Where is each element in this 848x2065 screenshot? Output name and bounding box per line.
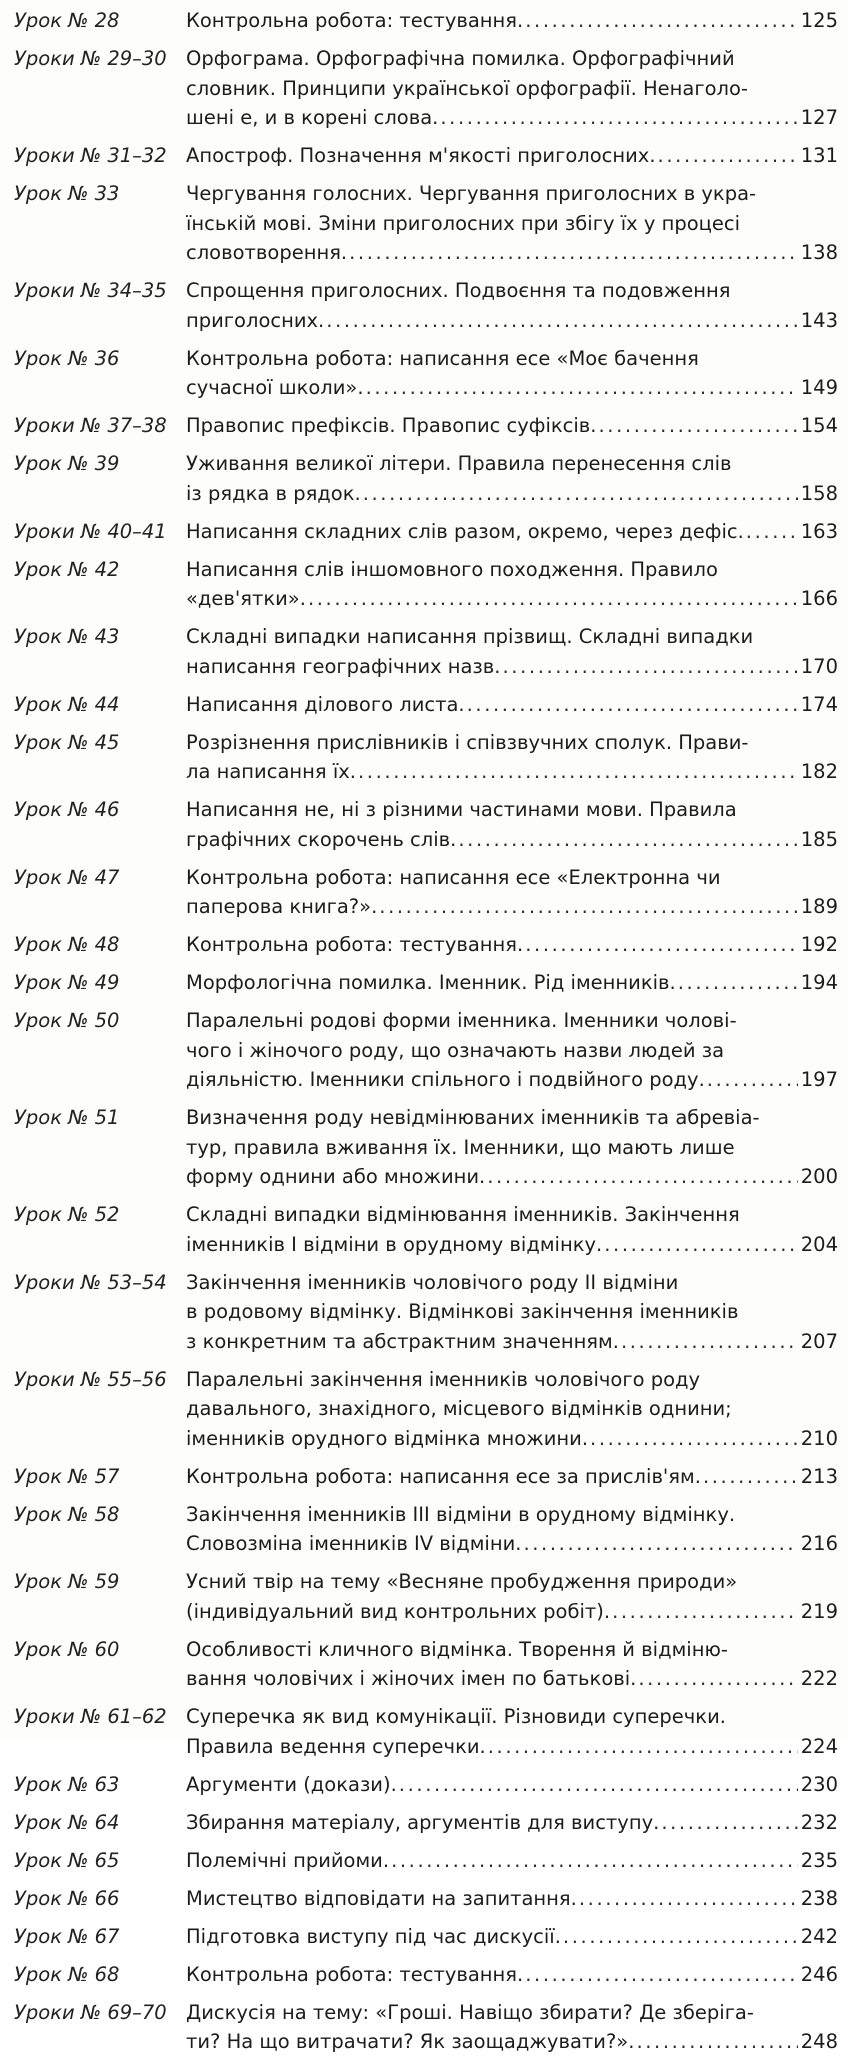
dot-leader <box>458 825 798 855</box>
lesson-number: Урок № 33 <box>14 182 120 205</box>
page-number: 194 <box>800 971 838 994</box>
lesson-topic <box>186 690 838 720</box>
page-number: 230 <box>800 1772 838 1796</box>
topic-line: словник. Принципи української орфографії. Ненаголо- <box>186 76 748 100</box>
topic-last-line <box>186 757 838 787</box>
lesson-number: Уроки № 61–62 <box>14 1705 167 1728</box>
lesson-topic <box>186 1998 838 2057</box>
lesson-number: Урок № 36 <box>14 346 120 370</box>
dot-leader <box>525 930 798 960</box>
topic-last-line <box>186 238 838 268</box>
topic-line: Полемічні прийоми. <box>186 1848 390 1872</box>
topic-line: Контрольна робота: написання есе «Електронна чи <box>186 865 721 889</box>
lesson-topic <box>186 1770 838 1800</box>
topic-line: Написання складних слів разом, окремо, через дефіс. <box>186 519 744 543</box>
toc-entry <box>14 1006 838 1095</box>
topic-line: чого і жіночого роду, що означають назви людей за <box>186 1038 725 1062</box>
lesson-topic <box>186 1567 838 1626</box>
topic-last-line <box>186 1884 838 1914</box>
page-number: 170 <box>800 654 838 678</box>
lesson-number: Урок № 68 <box>14 1962 120 1986</box>
page-number: 216 <box>800 1532 838 1555</box>
lesson-topic <box>186 517 838 547</box>
lesson-number: Уроки № 34–35 <box>14 279 167 302</box>
lesson-topic <box>186 1808 838 1838</box>
toc-entry <box>14 1846 838 1876</box>
page-number: 158 <box>800 481 838 505</box>
topic-line: шені е, и в корені слова. <box>186 106 439 129</box>
lesson-topic <box>186 968 838 998</box>
dot-leader <box>308 584 798 614</box>
topic-last-line <box>186 1808 838 1838</box>
toc-entry <box>14 968 838 998</box>
toc-entry <box>14 1567 838 1626</box>
page-number: 192 <box>800 933 838 956</box>
page-number: 125 <box>800 9 838 32</box>
topic-last-line <box>186 2027 838 2057</box>
dot-leader <box>523 1529 798 1559</box>
topic-last-line <box>186 1846 838 1876</box>
page-number: 235 <box>800 1848 838 1872</box>
toc-entry <box>14 344 838 403</box>
page-number: 182 <box>800 760 838 783</box>
topic-last-line <box>186 690 838 720</box>
page-number: 210 <box>800 1426 838 1450</box>
page-number: 242 <box>800 1924 838 1948</box>
dot-leader <box>703 1462 798 1492</box>
topic-line: Закінчення іменників ІІІ відміни в орудному відмінку. <box>186 1502 736 1526</box>
topic-last-line <box>186 968 838 998</box>
topic-line: (індивідуальний вид контрольних робіт). <box>186 1599 611 1623</box>
dot-leader <box>399 1770 798 1800</box>
lesson-topic <box>186 1103 838 1192</box>
lesson-topic <box>186 6 838 36</box>
lesson-topic <box>186 1006 838 1095</box>
page-number: 197 <box>800 1068 838 1091</box>
lesson-topic <box>186 622 838 681</box>
topic-line: ла написання їх. <box>186 760 356 783</box>
lesson-number: Уроки № 37–38 <box>14 414 167 437</box>
dot-leader <box>746 517 798 547</box>
dot-leader <box>488 1732 798 1762</box>
topic-line: Особливості кличного відмінка. Творення й відміню- <box>186 1637 728 1661</box>
topic-line: Контрольна робота: тестування. <box>186 9 524 32</box>
topic-line: Усний твір на тему «Весняне пробудження природи» <box>186 1570 738 1593</box>
dot-leader <box>487 1162 798 1192</box>
topic-last-line <box>186 1922 838 1952</box>
dot-leader <box>326 306 798 336</box>
dot-leader <box>563 1922 798 1952</box>
lesson-number: Уроки № 55–56 <box>14 1367 167 1391</box>
topic-line: Правопис префіксів. Правопис суфіксів. <box>186 414 597 437</box>
page-number: 163 <box>800 519 838 543</box>
topic-last-line <box>186 1732 838 1762</box>
topic-line: Словозміна іменників IV відміни. <box>186 1532 522 1555</box>
topic-last-line <box>186 411 838 441</box>
lesson-topic <box>186 728 838 787</box>
dot-leader <box>379 892 798 922</box>
topic-line: Контрольна робота: тестування. <box>186 1962 524 1986</box>
topic-line: їнській мові. Зміни приголосних при збігу їх у процесі <box>186 211 741 235</box>
topic-line: з конкретним та абстрактним значенням. <box>186 1329 619 1353</box>
toc-entry <box>14 1268 838 1357</box>
table-of-contents <box>14 6 838 2065</box>
toc-entry <box>14 449 838 508</box>
topic-last-line <box>186 103 838 133</box>
lesson-topic <box>186 411 838 441</box>
lesson-number: Урок № 58 <box>14 1502 120 1526</box>
page-number: 138 <box>800 241 838 264</box>
dot-leader <box>590 1424 798 1454</box>
page-number: 248 <box>800 2030 838 2053</box>
toc-entry <box>14 179 838 268</box>
topic-line: Складні випадки написання прізвищ. Складні випадки <box>186 625 754 648</box>
dot-leader <box>525 6 798 36</box>
lesson-topic <box>186 1960 838 1990</box>
lesson-topic <box>186 1200 838 1259</box>
topic-last-line <box>186 584 838 614</box>
lesson-topic <box>186 1500 838 1559</box>
dot-leader <box>678 968 798 998</box>
lesson-number: Урок № 51 <box>14 1106 120 1129</box>
toc-entry <box>14 44 838 133</box>
dot-leader <box>658 141 798 171</box>
topic-last-line <box>186 825 838 855</box>
toc-entry <box>14 1998 838 2057</box>
page-number: 222 <box>800 1667 838 1690</box>
topic-line: Контрольна робота: тестування. <box>186 933 524 956</box>
toc-entry <box>14 1808 838 1838</box>
topic-last-line <box>186 1424 838 1454</box>
dot-leader <box>503 652 799 682</box>
topic-line: діяльністю. Іменники спільного і подвійного роду. <box>186 1068 705 1091</box>
topic-line: Мистецтво відповідати на запитання. <box>186 1886 577 1910</box>
topic-last-line <box>186 1327 838 1357</box>
topic-line: іменників І відміни в орудному відмінку. <box>186 1232 603 1256</box>
toc-entry <box>14 1462 838 1492</box>
topic-last-line <box>186 652 838 682</box>
lesson-topic <box>186 141 838 171</box>
toc-entry <box>14 1884 838 1914</box>
toc-entry <box>14 1103 838 1192</box>
lesson-number: Урок № 46 <box>14 798 120 821</box>
toc-entry <box>14 1770 838 1800</box>
page-number: 185 <box>800 827 838 851</box>
page-number: 174 <box>800 692 838 716</box>
topic-line: Складні випадки відмінювання іменників. Закінчення <box>186 1203 740 1226</box>
lesson-topic <box>186 1268 838 1357</box>
page-number: 213 <box>800 1464 838 1488</box>
lesson-number: Урок № 39 <box>14 452 120 475</box>
topic-line: Дискусія на тему: «Гроші. Навіщо збирати? Де зберіга- <box>186 2000 754 2024</box>
lesson-number: Урок № 49 <box>14 971 120 994</box>
lesson-number: Урок № 48 <box>14 933 120 956</box>
topic-line: паперова книга?». <box>186 895 378 918</box>
lesson-number: Урок № 60 <box>14 1637 120 1661</box>
lesson-topic <box>186 555 838 614</box>
toc-entry <box>14 622 838 681</box>
lesson-number: Урок № 28 <box>14 9 120 32</box>
topic-last-line <box>186 1462 838 1492</box>
topic-line: Суперечка як вид комунікації. Різновиди суперечки. <box>186 1705 726 1728</box>
lesson-number: Урок № 59 <box>14 1570 120 1593</box>
lesson-number: Урок № 64 <box>14 1810 120 1834</box>
page-number: 166 <box>800 587 838 610</box>
dot-leader <box>579 1884 798 1914</box>
topic-line: Чергування голосних. Чергування приголосних в укра- <box>186 182 757 205</box>
topic-line: в родовому відмінку. Відмінкові закінчення іменників <box>186 1300 739 1323</box>
lesson-number: Уроки № 31–32 <box>14 144 167 167</box>
lesson-number: Урок № 66 <box>14 1886 120 1910</box>
dot-leader <box>604 1230 798 1260</box>
toc-entry <box>14 1702 838 1761</box>
page-number: 207 <box>800 1329 838 1353</box>
page-number: 219 <box>800 1599 838 1623</box>
topic-line: вання чоловічих і жіночих імен по батькові. <box>186 1667 637 1690</box>
topic-last-line <box>186 373 838 403</box>
toc-entry <box>14 517 838 547</box>
dot-leader <box>707 1065 798 1095</box>
dot-leader <box>638 1664 798 1694</box>
topic-line: Морфологічна помилка. Іменник. Рід іменників. <box>186 971 676 994</box>
lesson-topic <box>186 344 838 403</box>
topic-last-line <box>186 306 838 336</box>
topic-line: Апостроф. Позначення м'якості приголосних. <box>186 144 656 167</box>
topic-last-line <box>186 1065 838 1095</box>
page-number: 224 <box>800 1734 838 1758</box>
lesson-topic <box>186 1635 838 1694</box>
topic-line: Збирання матеріалу, аргументів для виступу. <box>186 1810 660 1834</box>
toc-entry <box>14 863 838 922</box>
toc-entry <box>14 795 838 854</box>
toc-entry <box>14 1500 838 1559</box>
dot-leader <box>366 373 798 403</box>
topic-last-line <box>186 1664 838 1694</box>
topic-last-line <box>186 1230 838 1260</box>
topic-line: Закінчення іменників чоловічого роду ІІ відміни <box>186 1270 679 1294</box>
page-number: 131 <box>800 144 838 167</box>
topic-last-line <box>186 1770 838 1800</box>
topic-last-line <box>186 6 838 36</box>
lesson-number: Уроки № 53–54 <box>14 1270 167 1294</box>
topic-line: графічних скорочень слів. <box>186 827 457 851</box>
lesson-topic <box>186 1846 838 1876</box>
toc-entry <box>14 690 838 720</box>
dot-leader <box>440 103 798 133</box>
dot-leader <box>525 1960 798 1990</box>
lesson-topic <box>186 179 838 268</box>
lesson-topic <box>186 1922 838 1952</box>
toc-entry <box>14 1635 838 1694</box>
topic-line: словотворення. <box>186 241 348 264</box>
topic-last-line <box>186 1960 838 1990</box>
topic-line: написання географічних назв. <box>186 654 501 678</box>
page-number: 200 <box>800 1165 838 1188</box>
lesson-topic <box>186 1462 838 1492</box>
dot-leader <box>621 1327 798 1357</box>
toc-entry <box>14 728 838 787</box>
topic-line: тур, правила вживання їх. Іменники, що мають лише <box>186 1135 735 1159</box>
lesson-topic <box>186 276 838 335</box>
dot-leader <box>349 238 798 268</box>
page-number: 127 <box>800 106 838 129</box>
toc-entry <box>14 141 838 171</box>
topic-line: Визначення роду невідмінюваних іменників та абревіа- <box>186 1106 760 1129</box>
topic-last-line <box>186 930 838 960</box>
topic-line: Написання не, ні з різними частинами мови. Правила <box>186 798 737 821</box>
dot-leader <box>391 1846 798 1876</box>
dot-leader <box>661 1808 798 1838</box>
page-number: 238 <box>800 1886 838 1910</box>
topic-line: Підготовка виступу під час дискусії. <box>186 1924 561 1948</box>
toc-entry <box>14 1365 838 1454</box>
lesson-topic <box>186 1365 838 1454</box>
topic-line: давального, знахідного, місцевого відмінків однини; <box>186 1397 732 1420</box>
topic-line: Написання слів іншомовного походження. Правило <box>186 557 718 581</box>
topic-last-line <box>186 1162 838 1192</box>
topic-line: Розрізнення прислівників і співзвучних сполук. Прави- <box>186 730 749 754</box>
lesson-number: Урок № 65 <box>14 1848 120 1872</box>
toc-entry <box>14 276 838 335</box>
lesson-topic <box>186 930 838 960</box>
dot-leader <box>363 479 798 509</box>
lesson-number: Урок № 45 <box>14 730 120 754</box>
lesson-number: Урок № 50 <box>14 1009 120 1032</box>
topic-last-line <box>186 1529 838 1559</box>
toc-entry <box>14 1922 838 1952</box>
lesson-topic <box>186 1884 838 1914</box>
topic-line: Уживання великої літери. Правила перенесення слів <box>186 452 732 475</box>
topic-line: сучасної школи». <box>186 376 364 399</box>
dot-leader <box>358 757 798 787</box>
lesson-topic <box>186 795 838 854</box>
toc-entry <box>14 6 838 36</box>
topic-line: Контрольна робота: написання есе за прислів'ям. <box>186 1464 701 1488</box>
topic-last-line <box>186 892 838 922</box>
page-number: 149 <box>800 376 838 399</box>
lesson-number: Урок № 42 <box>14 557 120 581</box>
toc-entry <box>14 411 838 441</box>
lesson-number: Урок № 44 <box>14 692 120 716</box>
lesson-number: Урок № 52 <box>14 1203 120 1226</box>
dot-leader <box>467 690 798 720</box>
topic-line: Написання ділового листа. <box>186 692 465 716</box>
lesson-topic <box>186 1702 838 1761</box>
topic-line: приголосних. <box>186 308 325 332</box>
page-number: 232 <box>800 1810 838 1834</box>
topic-line: із рядка в рядок. <box>186 481 361 505</box>
lesson-topic <box>186 863 838 922</box>
lesson-number: Урок № 67 <box>14 1924 120 1948</box>
page-number: 143 <box>800 308 838 332</box>
lesson-number: Уроки № 69–70 <box>14 2000 167 2024</box>
topic-line: Правила ведення суперечки. <box>186 1734 486 1758</box>
topic-line: іменників орудного відмінка множини. <box>186 1426 589 1450</box>
lesson-number: Уроки № 29–30 <box>14 47 167 70</box>
topic-last-line <box>186 479 838 509</box>
lesson-topic <box>186 449 838 508</box>
page-number: 204 <box>800 1232 838 1256</box>
toc-entry <box>14 555 838 614</box>
topic-line: Паралельні закінчення іменників чоловічого роду <box>186 1367 701 1391</box>
toc-entry <box>14 1200 838 1259</box>
toc-entry <box>14 930 838 960</box>
topic-line: Контрольна робота: написання есе «Моє бачення <box>186 346 699 370</box>
topic-line: Орфограма. Орфографічна помилка. Орфографічний <box>186 47 735 70</box>
dot-leader <box>636 2027 798 2057</box>
topic-last-line <box>186 517 838 547</box>
topic-last-line <box>186 1597 838 1627</box>
lesson-number: Урок № 63 <box>14 1772 120 1796</box>
lesson-number: Уроки № 40–41 <box>14 519 167 543</box>
topic-line: форму однини або множини. <box>186 1165 486 1188</box>
lesson-number: Урок № 57 <box>14 1464 120 1488</box>
page-number: 246 <box>800 1962 838 1986</box>
lesson-number: Урок № 43 <box>14 625 120 648</box>
page-number: 189 <box>800 895 838 918</box>
lesson-topic <box>186 44 838 133</box>
topic-line: ти? На що витрачати? Як заощаджувати?». <box>186 2030 635 2053</box>
lesson-number: Урок № 47 <box>14 865 120 889</box>
topic-line: Спрощення приголосних. Подвоєння та подовження <box>186 279 731 302</box>
dot-leader <box>612 1597 798 1627</box>
dot-leader <box>599 411 799 441</box>
page-number: 154 <box>800 414 838 437</box>
topic-last-line <box>186 141 838 171</box>
topic-line: «дев'ятки». <box>186 587 306 610</box>
toc-entry <box>14 1960 838 1990</box>
topic-line: Паралельні родові форми іменника. Іменники чолові- <box>186 1009 737 1032</box>
topic-line: Аргументи (докази). <box>186 1772 397 1796</box>
